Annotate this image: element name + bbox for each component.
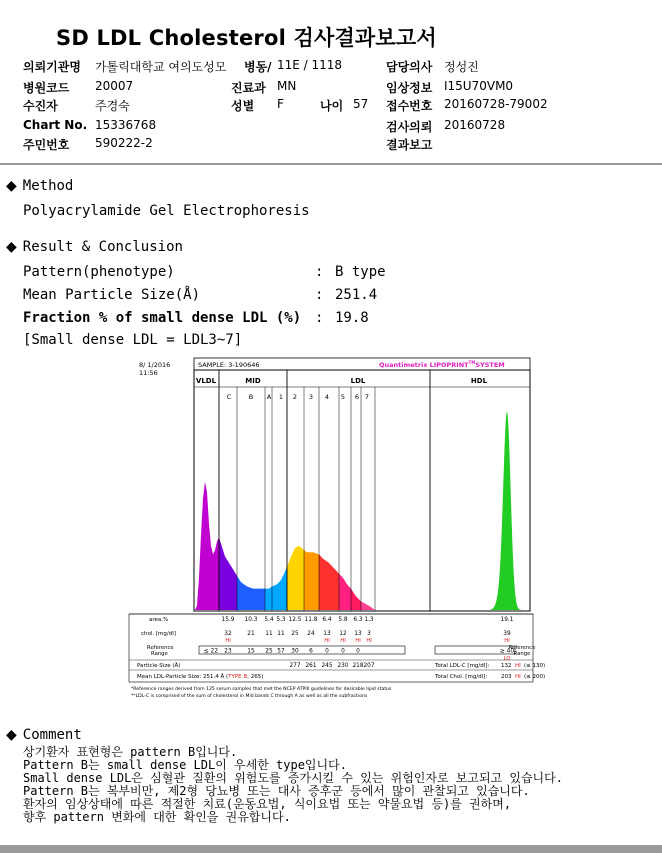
ref-value: 30 <box>291 648 299 655</box>
area-value: 6.4 <box>322 617 332 623</box>
ref-value: 6 <box>309 648 313 655</box>
clinical-value: I15U70VM0 <box>444 79 514 93</box>
ref-value: 0 <box>325 648 329 655</box>
ward-label: 병동/ <box>244 60 272 74</box>
sdldl-note: [Small dense LDL = LDL3~7] <box>23 332 243 348</box>
group-label-hdl: HDL <box>470 377 488 385</box>
chol-flag: HI <box>355 638 361 644</box>
diamond-bullet-icon: ◆ <box>6 178 17 194</box>
total-ldl-flag: HI <box>515 663 521 669</box>
dept-value: MN <box>277 79 297 93</box>
band-label-7: 7 <box>364 393 370 401</box>
band-label-1: 1 <box>278 393 284 401</box>
group-label-ldl: LDL <box>350 377 366 385</box>
size-value: 277 <box>289 663 301 669</box>
comment-line: Pattern B는 복부비만, 제2형 당뇨병 또는 대사 증후군 등에서 많이 관찰되고 있습니다. <box>23 784 530 798</box>
pattern-label: Pattern(phenotype) <box>23 264 175 280</box>
chol-flag: HI <box>366 638 372 644</box>
patient-label: 수진자 <box>23 99 58 113</box>
size-value: 230 <box>337 663 349 669</box>
ref-value: 25 <box>265 648 273 655</box>
comment-line: 상기환자 표현형은 pattern B입니다. <box>23 745 238 759</box>
band-label-6: 6 <box>354 393 360 401</box>
total-ldl-value: 132 <box>501 663 512 669</box>
size-value: 207 <box>363 663 375 669</box>
total-chol-label: Total Chol. [mg/dl]: <box>435 674 488 680</box>
comment-heading-text: Comment <box>22 727 82 743</box>
report-label: 결과보고 <box>386 138 433 152</box>
row-label-ref: Reference <box>147 645 174 651</box>
total-chol-flag: HI <box>515 674 521 680</box>
lipoprint-chart <box>129 356 546 702</box>
footnote-2: **LDL-C is comprised of the sum of cholesterol in Mid bands C through A as well as all the subfractions <box>131 694 368 699</box>
request-label: 검사의뢰 <box>386 120 433 134</box>
group-label-vldl: VLDL <box>195 377 217 385</box>
doctor-value: 정성진 <box>444 60 479 74</box>
comment-line: 환자의 임상상태에 따른 적절한 치료(운동요법, 식이요법 또는 약물요법 등)를 권하며, <box>23 797 512 811</box>
method-text: Polyacrylamide Gel Electrophoresis <box>23 203 310 219</box>
mean-size-row: Mean LDL-Particle Size: 251.4 Å (TYPE B; 265) <box>137 674 264 680</box>
band-label-C: C <box>226 393 232 401</box>
chart-no-value: 15336768 <box>95 118 157 132</box>
chol-value: 32 <box>224 631 232 637</box>
report-title: SD LDL Cholesterol 검사결과보고서 <box>56 26 437 50</box>
chol-value: 24 <box>307 631 315 637</box>
institution-value: 가톨릭대학교 여의도성모 <box>95 60 227 74</box>
row-label-size: Particle-Size (Å) <box>137 663 181 669</box>
institution-label: 의뢰기관명 <box>23 60 81 74</box>
size-label: Mean Particle Size(Å) <box>23 287 201 303</box>
row-label-area: area.% <box>149 617 169 623</box>
total-ldl-ref: (≤ 130) <box>524 663 546 669</box>
ldl2-fill <box>304 550 319 610</box>
row-label-chol: chol. [mg/dl] <box>141 631 176 637</box>
pattern-value: B type <box>335 264 386 280</box>
colon: : <box>315 287 324 303</box>
method-heading-text: Method <box>22 178 74 194</box>
chol-value: 11 <box>277 631 285 637</box>
clinical-label: 임상정보 <box>386 81 433 95</box>
chol-value: 25 <box>291 631 299 637</box>
fraction-value: 19.8 <box>335 310 369 326</box>
chart-date: 8/ 1/2016 <box>139 361 171 369</box>
result-heading-text: Result & Conclusion <box>22 239 183 255</box>
ward-value: 11E / 1118 <box>277 58 343 72</box>
hospital-code-value: 20007 <box>95 79 134 93</box>
lipoprint-chart-svg <box>129 356 546 702</box>
diamond-bullet-icon: ◆ <box>6 239 17 255</box>
colon: : <box>315 264 324 280</box>
chart-sample: SAMPLE: 3-190646 <box>198 361 260 369</box>
total-chol-ref: (≤ 200) <box>524 674 546 680</box>
size-value: 218 <box>352 663 364 669</box>
patient-value: 주경숙 <box>95 99 130 113</box>
fraction-label: Fraction % of small dense LDL (%) <box>23 310 302 326</box>
area-value: 15.9 <box>221 617 235 623</box>
ref-value: 15 <box>247 648 255 655</box>
request-value: 20160728 <box>444 118 506 132</box>
colon: : <box>315 310 324 326</box>
total-ldl-label: Total LDL-C [mg/dl]: <box>435 663 490 669</box>
chol-value: 21 <box>247 631 255 637</box>
area-value: 10.3 <box>244 617 258 623</box>
row-label-ref-right: Range <box>513 651 531 657</box>
header-divider <box>0 163 662 165</box>
area-value: 11.8 <box>304 617 318 623</box>
dept-label: 진료과 <box>231 81 266 95</box>
sex-value: F <box>277 97 284 111</box>
chol-value: 12 <box>339 631 347 637</box>
chol-value: 3 <box>367 631 371 637</box>
ref-value: 0 <box>341 648 345 655</box>
band-label-2: 2 <box>292 393 298 401</box>
ref-flag-hdl: LO <box>503 656 511 662</box>
chol-value: 11 <box>265 631 273 637</box>
chol-value: 13 <box>354 631 362 637</box>
area-value: 5.4 <box>264 617 274 623</box>
comment-heading <box>6 727 82 743</box>
band-label-B: B <box>248 393 254 401</box>
total-chol-value: 203 <box>501 674 512 680</box>
ref-value: 57 <box>277 648 285 655</box>
group-label-mid: MID <box>245 377 261 385</box>
chol-value: 13 <box>323 631 331 637</box>
band-label-3: 3 <box>308 393 314 401</box>
rrn-label: 주민번호 <box>23 138 70 152</box>
band-label-5: 5 <box>340 393 346 401</box>
age-value: 57 <box>353 97 369 111</box>
chol-flag: HI <box>504 638 510 644</box>
chol-flag: HI <box>340 638 346 644</box>
comment-line: Pattern B는 small dense LDL이 우세한 type입니다. <box>23 758 347 772</box>
hospital-code-label: 병원코드 <box>23 81 70 95</box>
chol-flag: HI <box>324 638 330 644</box>
ref-value: ≤ 22 <box>203 648 219 655</box>
area-value: 12.5 <box>288 617 302 623</box>
chart-time: 11:56 <box>139 369 158 377</box>
footer-bar <box>0 845 662 853</box>
receipt-label: 접수번호 <box>386 99 433 113</box>
area-value: 6.3 <box>353 617 363 623</box>
row-label-ref: Range <box>151 651 168 657</box>
band-label-4: 4 <box>324 393 330 401</box>
chol-flag: HI <box>225 638 231 644</box>
diamond-bullet-icon: ◆ <box>6 727 17 743</box>
ref-value: ≥ 40 <box>499 648 515 655</box>
area-value: 5.8 <box>338 617 348 623</box>
comment-line: 향후 pattern 변화에 대한 확인을 권유합니다. <box>23 810 291 824</box>
receipt-value: 20160728-79002 <box>444 97 548 111</box>
footnote-1: *Reference ranges derived from 125 serum samples that met the NCEP ATPIII guidelines for desirable lipid status <box>131 687 392 692</box>
area-value: 19.1 <box>500 617 514 623</box>
comment-line: Small dense LDL은 심혈관 질환의 위험도를 증가시킬 수 있는 위험인자로 보고되고 있습니다. <box>23 771 563 785</box>
ref-value: 23 <box>224 648 232 655</box>
size-value: 261 <box>305 663 317 669</box>
doctor-label: 담당의사 <box>386 60 433 74</box>
area-value: 1.3 <box>364 617 374 623</box>
band-label-A: A <box>266 393 272 401</box>
area-value: 5.3 <box>276 617 286 623</box>
method-heading <box>6 178 73 194</box>
ref-value: 0 <box>356 648 360 655</box>
row-label-ref-right: Reference <box>508 645 536 651</box>
result-heading <box>6 239 183 255</box>
size-value: 245 <box>321 663 333 669</box>
chol-value: 39 <box>503 631 511 637</box>
size-value: 251.4 <box>335 287 378 303</box>
chart-brand: Quantimetrix LIPOPRINT™SYSTEM <box>379 360 505 369</box>
chart-no-label: Chart No. <box>23 118 88 132</box>
sex-label: 성별 <box>231 99 255 113</box>
rrn-value: 590222-2 <box>95 136 153 150</box>
age-label: 나이 <box>320 99 344 113</box>
